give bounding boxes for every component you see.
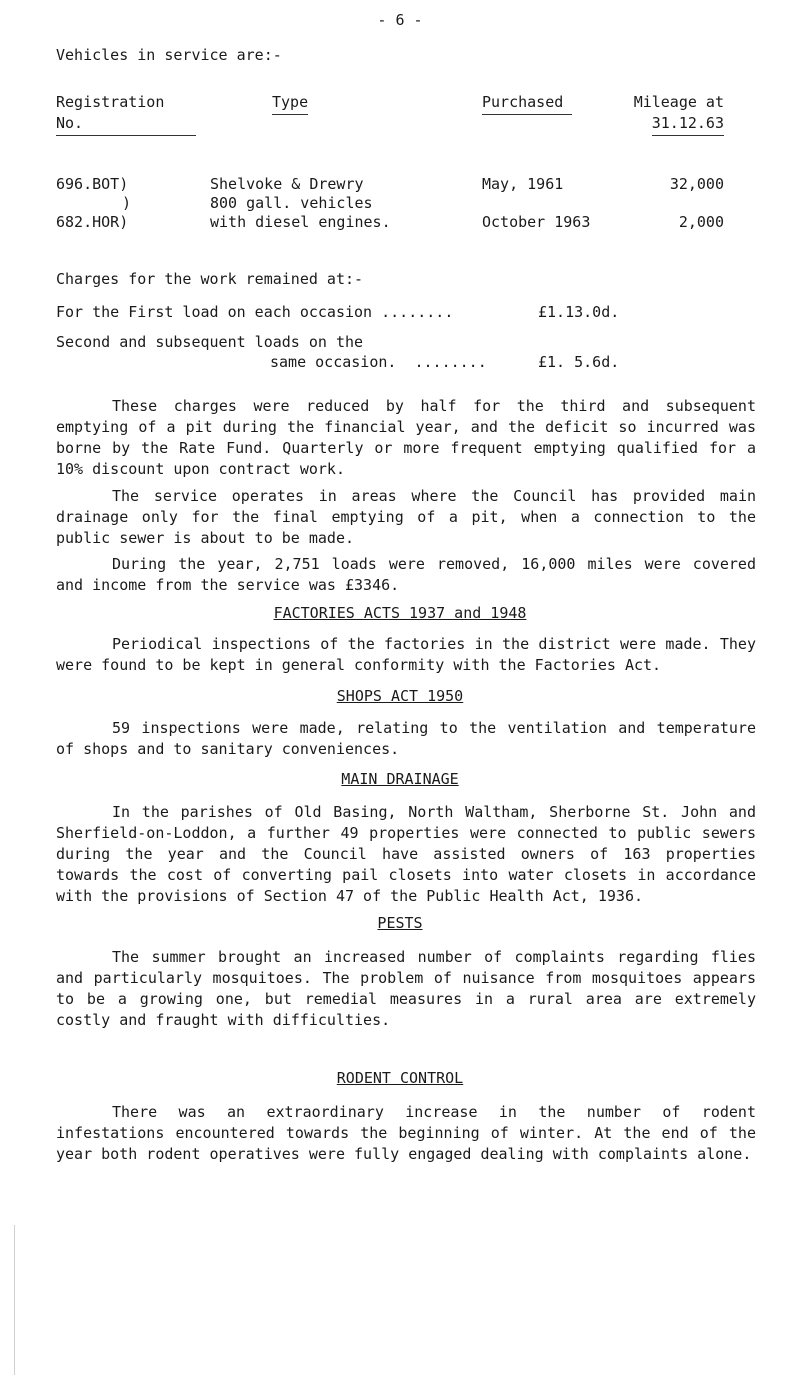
- header-mileage: Mileage at 31.12.63: [624, 92, 724, 136]
- paragraph-factories-acts: Periodical inspections of the factories in the district were made. They were found to be kept in general conformity with the Factories Act.: [56, 635, 756, 674]
- heading-shops-act: SHOPS ACT 1950: [336, 687, 464, 705]
- paragraph-charges-reduced: These charges were reduced by half for the third and subsequent emptying of a pit during the financial year, and the deficit so incurred was borne by the Rate Fund. Quarterly or more frequent emptying qualified for a 10% discount upon contract work.: [56, 397, 756, 478]
- margin-rule: [14, 1225, 15, 1375]
- header-registration: Registration No.: [56, 92, 196, 136]
- paragraph-shops-act: 59 inspections were made, relating to the ventilation and temperature of shops and to sanitary conveniences.: [56, 719, 756, 758]
- paragraph-service-operates: The service operates in areas where the Council has provided main drainage only for the final emptying of a pit, when a connection to the public sewer is about to be made.: [56, 487, 756, 547]
- charge-first-amount: £1.13.0d.: [538, 303, 620, 321]
- heading-pests: PESTS: [377, 914, 423, 932]
- table-cell-registration: ): [122, 194, 132, 212]
- heading-factories-acts: FACTORIES ACTS 1937 and 1948: [273, 604, 527, 622]
- heading-main-drainage: MAIN DRAINAGE: [341, 770, 459, 788]
- table-cell-mileage: 2,000: [678, 213, 724, 231]
- table-cell-type: 800 gall. vehicles: [210, 194, 373, 212]
- table-cell-registration: 696.BOT): [56, 175, 129, 193]
- paragraph-during-year: During the year, 2,751 loads were removed, 16,000 miles were covered and income from the service was £3346.: [56, 555, 756, 594]
- table-cell-purchased: October 1963: [482, 213, 591, 231]
- charge-second-amount: £1. 5.6d.: [538, 353, 620, 371]
- table-cell-mileage: 32,000: [669, 175, 724, 193]
- charge-first-label: For the First load on each occasion ........: [56, 303, 454, 321]
- table-cell-registration: 682.HOR): [56, 213, 129, 231]
- table-cell-type: Shelvoke & Drewry: [210, 175, 364, 193]
- vehicles-intro: Vehicles in service are:-: [56, 46, 282, 64]
- heading-rodent-control: RODENT CONTROL: [336, 1069, 464, 1087]
- table-cell-type: with diesel engines.: [210, 213, 391, 231]
- paragraph-rodent-control: There was an extraordinary increase in the number of rodent infestations encountered towards the beginning of winter. At the end of the year both rodent operatives were fully engaged dealing with complaints alone.: [56, 1103, 756, 1163]
- charges-intro: Charges for the work remained at:-: [56, 270, 364, 288]
- paragraph-main-drainage: In the parishes of Old Basing, North Waltham, Sherborne St. John and Sherfield-on-Loddon, a further 49 properties were connected to public sewers during the year and the Council have assisted owners of 163 properties towards the cost of converting pail closets into water closets in accordance with the provisions of Section 47 of the Public Health Act, 1936.: [56, 803, 756, 905]
- page-number: - 6 -: [377, 11, 423, 29]
- table-cell-purchased: May, 1961: [482, 175, 564, 193]
- paragraph-pests: The summer brought an increased number of complaints regarding flies and particularly mosquitoes. The problem of nuisance from mosquitoes appears to be a growing one, but remedial measures in a rural area are extremely costly and fraught with difficulties.: [56, 948, 756, 1029]
- header-purchased: Purchased: [482, 92, 572, 115]
- header-type: Type: [272, 92, 308, 115]
- charge-second-label-2: same occasion. ........: [270, 353, 487, 371]
- charge-second-label-1: Second and subsequent loads on the: [56, 333, 364, 351]
